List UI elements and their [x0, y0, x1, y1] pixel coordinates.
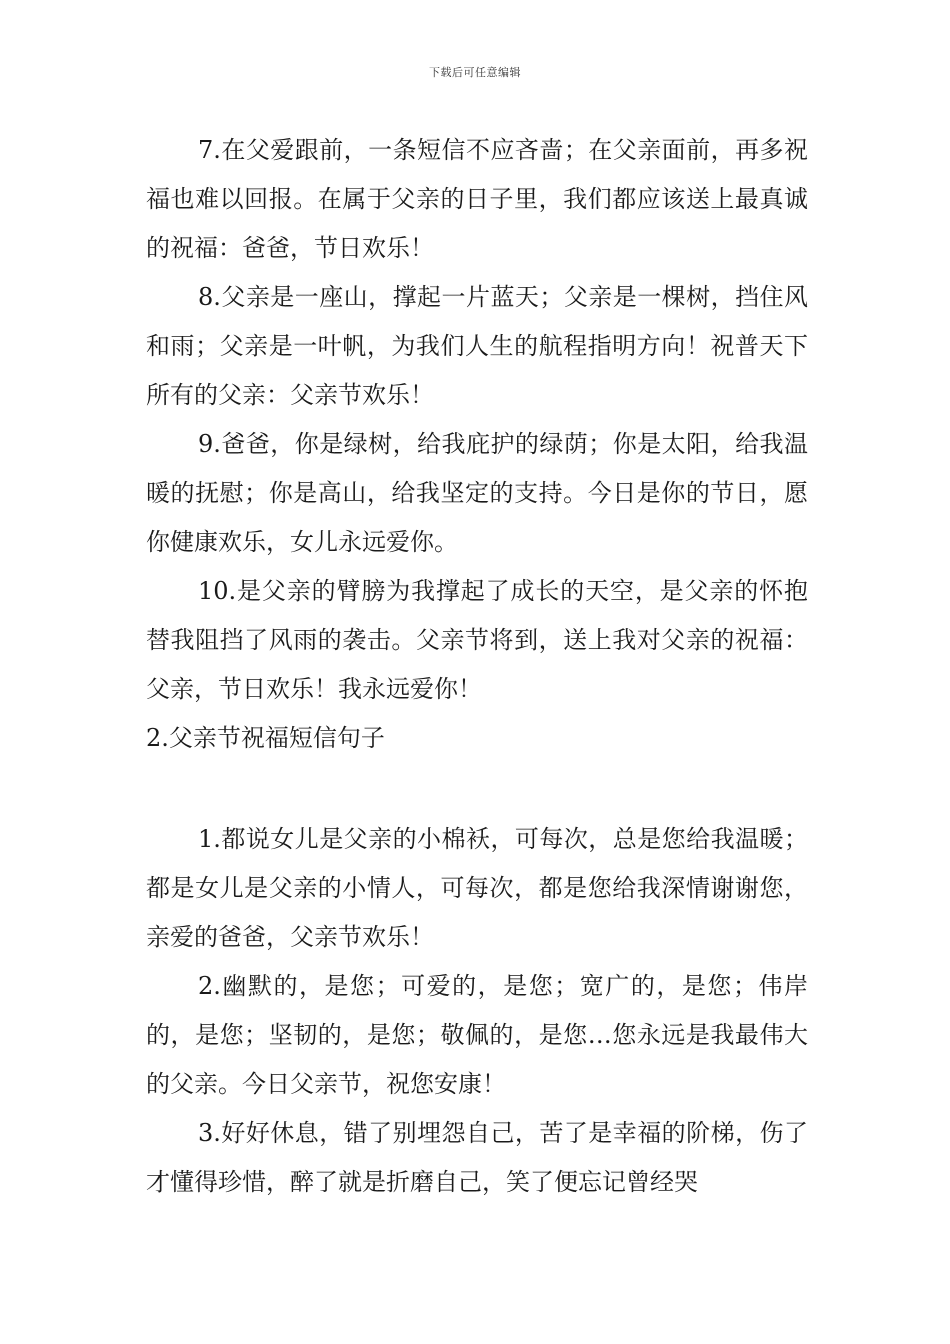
paragraph-7: 7.在父爱跟前，一条短信不应吝啬；在父亲面前，再多祝福也难以回报。在属于父亲的日子里，我们都应该送上最真诚的祝福：爸爸，节日欢乐！: [146, 136, 808, 262]
section-heading: 2.父亲节祝福短信句子: [146, 724, 385, 752]
paragraph-9: 9.爸爸，你是绿树，给我庇护的绿荫；你是太阳，给我温暖的抚慰；你是高山，给我坚定的支持。今日是你的节日，愿你健康欢乐，女儿永远爱你。: [146, 430, 808, 556]
section-spacer: [146, 763, 808, 815]
paragraph-10: 10.是父亲的臂膀为我撑起了成长的天空，是父亲的怀抱替我阻挡了风雨的袭击。父亲节将到，送上我对父亲的祝福：父亲，节日欢乐！我永远爱你！: [146, 577, 808, 703]
page-header-note: 下载后可任意编辑: [429, 66, 521, 79]
paragraph-s2-1: 1.都说女儿是父亲的小棉袄，可每次，总是您给我温暖；都是女儿是父亲的小情人，可每次，都是您给我深情谢谢您，亲爱的爸爸，父亲节欢乐！: [146, 825, 808, 951]
paragraph-s2-2: 2.幽默的，是您；可爱的，是您；宽广的，是您；伟岸的，是您；坚韧的，是您；敬佩的，是您…您永远是我最伟大的父亲。今日父亲节，祝您安康！: [146, 972, 808, 1098]
document-body: [146, 126, 808, 1207]
paragraph-s2-3: 3.好好休息，错了别埋怨自己，苦了是幸福的阶梯，伤了才懂得珍惜，醉了就是折磨自己，笑了便忘记曾经哭: [146, 1119, 808, 1196]
paragraph-8: 8.父亲是一座山，撑起一片蓝天；父亲是一棵树，挡住风和雨；父亲是一叶帆，为我们人生的航程指明方向！祝普天下所有的父亲：父亲节欢乐！: [146, 283, 808, 409]
